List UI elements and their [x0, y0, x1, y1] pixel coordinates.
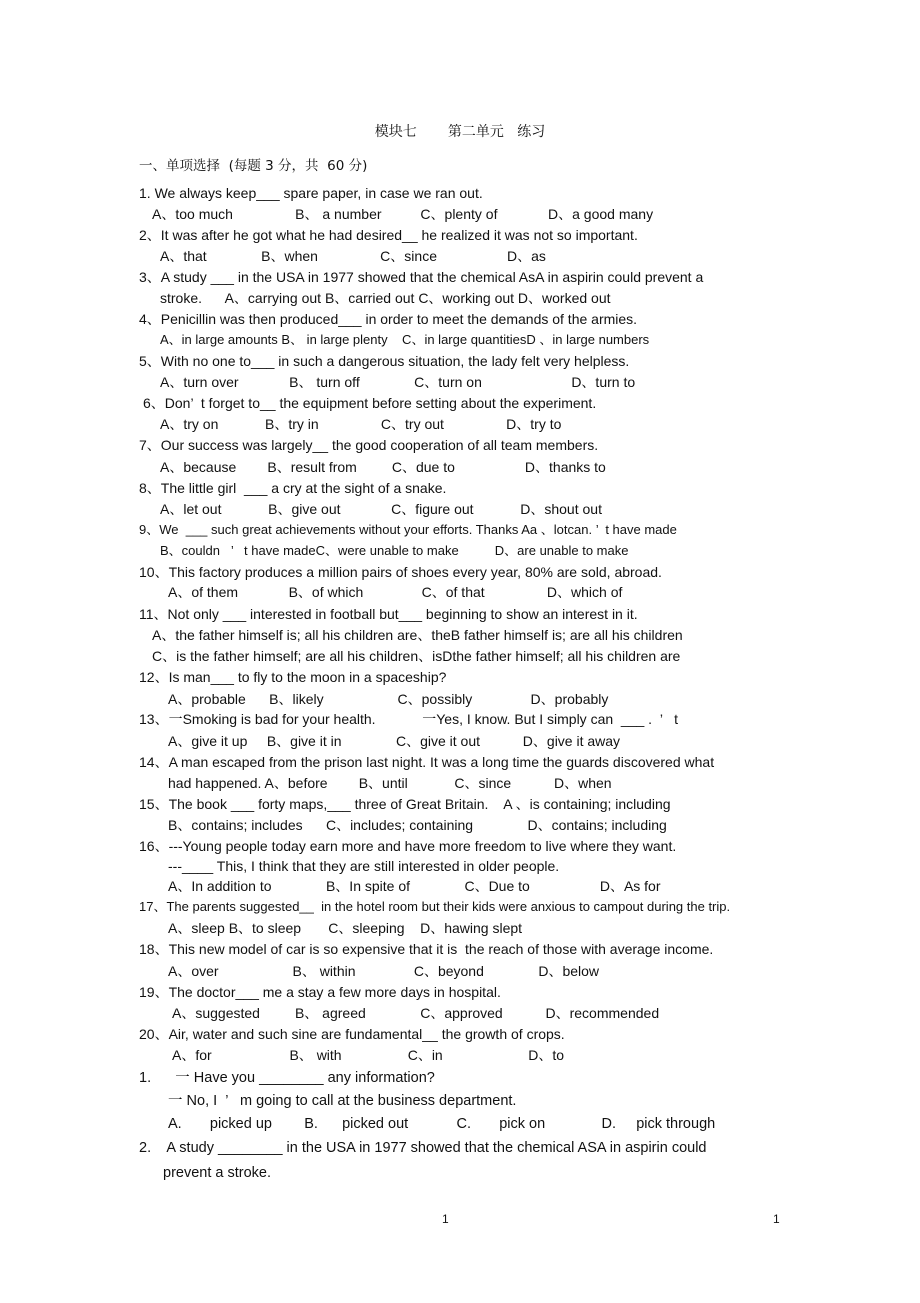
question-20-options: A、for B、 with C、in D、to — [172, 1047, 565, 1063]
question-10-options: A、of them B、of which C、of that D、which of — [168, 584, 623, 600]
extra-question-1-reply: 一 No, I ’ m going to call at the business department. — [168, 1093, 517, 1109]
extra-question-2: 2. A study ________ in the USA in 1977 showed that the chemical ASA in aspirin could — [139, 1140, 707, 1156]
question-6: 6、Don’ t forget to__ the equipment before setting about the experiment. — [143, 395, 597, 411]
question-12-options: A、probable B、likely C、possibly D、probably — [168, 691, 609, 707]
question-5: 5、With no one to___ in such a dangerous situation, the lady felt very helpless. — [139, 353, 630, 369]
page-title: 模块七 第二单元 练习 — [374, 124, 546, 140]
question-16-reply: ---____ This, I think that they are still interested in older people. — [168, 858, 560, 874]
question-1: 1. We always keep___ spare paper, in case we ran out. — [139, 185, 483, 201]
question-3-options: stroke. A、carrying out B、carried out C、working out D、worked out — [160, 290, 611, 306]
question-16-options: A、In addition to B、In spite of C、Due to D、As for — [168, 878, 661, 894]
question-8-options: A、let out B、give out C、figure out D、shout out — [160, 501, 602, 517]
question-14-options: had happened. A、before B、until C、since D、when — [168, 775, 612, 791]
question-20: 20、Air, water and such sine are fundamental__ the growth of crops. — [139, 1026, 565, 1042]
extra-question-2-continued: prevent a stroke. — [163, 1165, 271, 1181]
question-8: 8、The little girl ___ a cry at the sight of a snake. — [139, 480, 447, 496]
question-17: 17、The parents suggested__ in the hotel room but their kids were anxious to campout during the trip. — [139, 899, 731, 914]
question-7-options: A、because B、result from C、due to D、thanks to — [160, 459, 606, 475]
question-6-options: A、try on B、try in C、try out D、try to — [160, 416, 562, 432]
question-4-options: A、in large amounts B、 in large plenty C、in large quantitiesD 、in large numbers — [160, 332, 650, 347]
question-2-options: A、that B、when C、since D、as — [160, 248, 546, 264]
question-5-options: A、turn over B、 turn off C、turn on D、turn to — [160, 374, 636, 390]
question-2: 2、It was after he got what he had desired__ he realized it was not so important. — [139, 227, 638, 243]
section-heading: 一、单项选择 (每题 3 分，共 60 分) — [139, 158, 368, 174]
question-16: 16、---Young people today earn more and have more freedom to live where they want. — [139, 838, 677, 854]
question-15: 15、The book ___ forty maps,___ three of Great Britain. A 、is containing; including — [139, 796, 671, 812]
question-3: 3、A study ___ in the USA in 1977 showed that the chemical AsA in aspirin could prevent a — [139, 269, 704, 285]
question-11: 11、Not only ___ interested in football but___ beginning to show an interest in it. — [139, 606, 638, 622]
question-9: 9、We ___ such great achievements without your efforts. Thanks Aa 、lotcan. ’ t have made — [139, 522, 677, 537]
question-13-options: A、give it up B、give it in C、give it out D、give it away — [168, 733, 621, 749]
extra-question-1: 1. 一 Have you ________ any information? — [139, 1070, 435, 1086]
page-number-right: 1 — [773, 1212, 780, 1226]
question-13: 13、一Smoking is bad for your health. 一Yes, I know. But I simply can ___ . ’ t — [139, 711, 678, 727]
extra-question-1-options: A. picked up B. picked out C. pick on D. pick through — [168, 1116, 716, 1132]
question-4: 4、Penicillin was then produced___ in order to meet the demands of the armies. — [139, 311, 638, 327]
question-19: 19、The doctor___ me a stay a few more days in hospital. — [139, 984, 501, 1000]
page-number-center: 1 — [442, 1212, 449, 1226]
question-18: 18、This new model of car is so expensive that it is the reach of those with average income. — [139, 941, 714, 957]
question-10: 10、This factory produces a million pairs of shoes every year, 80% are sold, abroad. — [139, 564, 662, 580]
question-17-options: A、sleep B、to sleep C、sleeping D、hawing slept — [168, 920, 523, 936]
question-11-options-ab: A、the father himself is; all his children are、theB father himself is; are all his children — [152, 627, 683, 643]
question-11-options-cd: C、is the father himself; are all his children、isDthe father himself; all his children are — [152, 648, 681, 664]
question-12: 12、Is man___ to fly to the moon in a spaceship? — [139, 669, 447, 685]
question-18-options: A、over B、 within C、beyond D、below — [168, 963, 600, 979]
question-1-options: A、too much B、 a number C、plenty of D、a good many — [152, 206, 654, 222]
question-7: 7、Our success was largely__ the good cooperation of all team members. — [139, 437, 599, 453]
question-15-options: B、contains; includes C、includes; containing D、contains; including — [168, 817, 667, 833]
question-14: 14、A man escaped from the prison last night. It was a long time the guards discovered what — [139, 754, 715, 770]
question-9-options: B、couldn ’ t have madeC、were unable to make D、are unable to make — [160, 543, 629, 558]
question-19-options: A、suggested B、 agreed C、approved D、recommended — [172, 1005, 660, 1021]
